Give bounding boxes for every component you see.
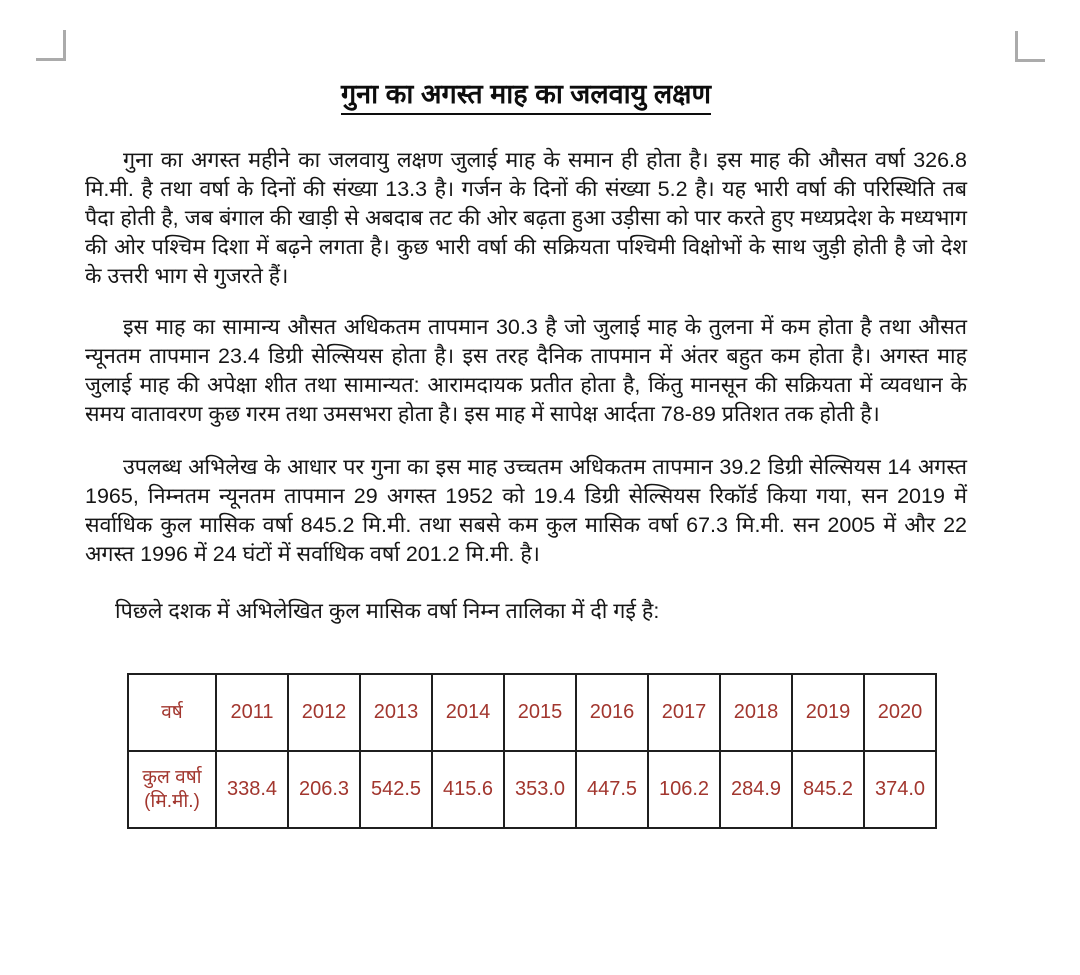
table-header-year-label: वर्ष bbox=[128, 674, 216, 751]
table-cell-rainfall: 206.3 bbox=[288, 751, 360, 828]
table-cell-year: 2012 bbox=[288, 674, 360, 751]
table-cell-rainfall: 845.2 bbox=[792, 751, 864, 828]
table-cell-year: 2015 bbox=[504, 674, 576, 751]
table-cell-rainfall: 284.9 bbox=[720, 751, 792, 828]
table-row-rainfall bbox=[128, 751, 936, 828]
table-cell-year: 2020 bbox=[864, 674, 936, 751]
rainfall-label-line2: (मि.मी.) bbox=[144, 790, 200, 812]
table-row-years bbox=[128, 674, 936, 751]
rainfall-label-line1: कुल वर्षा bbox=[142, 766, 202, 788]
table-cell-year: 2016 bbox=[576, 674, 648, 751]
paragraph-temperature: इस माह का सामान्य औसत अधिकतम तापमान 30.3 है जो जुलाई माह के तुलना में कम होता है तथा औसत न्यूनतम तापमान 23.4 डिग्री सेल्सियस होता है। इस तरह दैनिक तापमान में अंतर बहुत कम होता है। अगस्त माह जुलाई माह की अपेक्षा शीत तथा सामान्यत: आरामदायक प्रतीत होता है, किंतु मानसून की सक्रियता में व्यवधान के समय वातावरण कुछ गरम तथा उमसभरा होता है। इस माह में सापेक्ष आर्दता 78-89 प्रतिशत तक होती है। bbox=[85, 315, 967, 426]
page-title-text: गुना का अगस्त माह का जलवायु लक्षण bbox=[341, 74, 711, 115]
document-content bbox=[85, 0, 967, 829]
corner-crop-mark-top-left-icon bbox=[36, 30, 66, 61]
page-title bbox=[85, 74, 967, 115]
table-header-rainfall-label bbox=[128, 751, 216, 828]
monthly-rainfall-table bbox=[127, 673, 937, 829]
table-cell-rainfall: 353.0 bbox=[504, 751, 576, 828]
paragraph-table-intro: पिछले दशक में अभिलेखित कुल मासिक वर्षा निम्न तालिका में दी गई है: bbox=[115, 599, 660, 623]
table-cell-year: 2018 bbox=[720, 674, 792, 751]
table-cell-rainfall: 447.5 bbox=[576, 751, 648, 828]
corner-crop-mark-top-right-icon bbox=[1015, 31, 1045, 62]
table-cell-rainfall: 542.5 bbox=[360, 751, 432, 828]
paragraph-records: उपलब्ध अभिलेख के आधार पर गुना का इस माह उच्चतम अधिकतम तापमान 39.2 डिग्री सेल्सियस 14 अगस्त 1965, निम्नतम न्यूनतम तापमान 29 अगस्त 1952 को 19.4 डिग्री सेल्सियस रिकॉर्ड किया गया, सन 2019 में सर्वाधिक कुल मासिक वर्षा 845.2 मि.मी. तथा सबसे कम कुल मासिक वर्षा 67.3 मि.मी. सन 2005 में और 22 अगस्त 1996 में 24 घंटों में सर्वाधिक वर्षा 201.2 मि.मी. है। bbox=[85, 455, 967, 566]
table-cell-year: 2017 bbox=[648, 674, 720, 751]
table-cell-rainfall: 106.2 bbox=[648, 751, 720, 828]
paragraph-climate-overview: गुना का अगस्त महीने का जलवायु लक्षण जुलाई माह के समान ही होता है। इस माह की औसत वर्षा 326.8 मि.मी. है तथा वर्षा के दिनों की संख्या 13.3 है। गर्जन के दिनों की संख्या 5.2 है। यह भारी वर्षा की परिस्थिति तब पैदा होती है, जब बंगाल की खाड़ी से अबदाब तट की ओर बढ़ता हुआ उड़ीसा को पार करते हुए मध्यप्रदेश के मध्यभाग की ओर पश्चिम दिशा में बढ़ने लगता है। कुछ भारी वर्षा की सक्रियता पश्चिमी विक्षोभों के साथ जुड़ी होती है जो देश के उत्तरी भाग से गुजरते हैं। bbox=[85, 148, 967, 288]
table-cell-year: 2011 bbox=[216, 674, 288, 751]
table-cell-year: 2014 bbox=[432, 674, 504, 751]
table-cell-rainfall: 415.6 bbox=[432, 751, 504, 828]
table-cell-rainfall: 338.4 bbox=[216, 751, 288, 828]
table-cell-year: 2013 bbox=[360, 674, 432, 751]
table-cell-rainfall: 374.0 bbox=[864, 751, 936, 828]
table-cell-year: 2019 bbox=[792, 674, 864, 751]
